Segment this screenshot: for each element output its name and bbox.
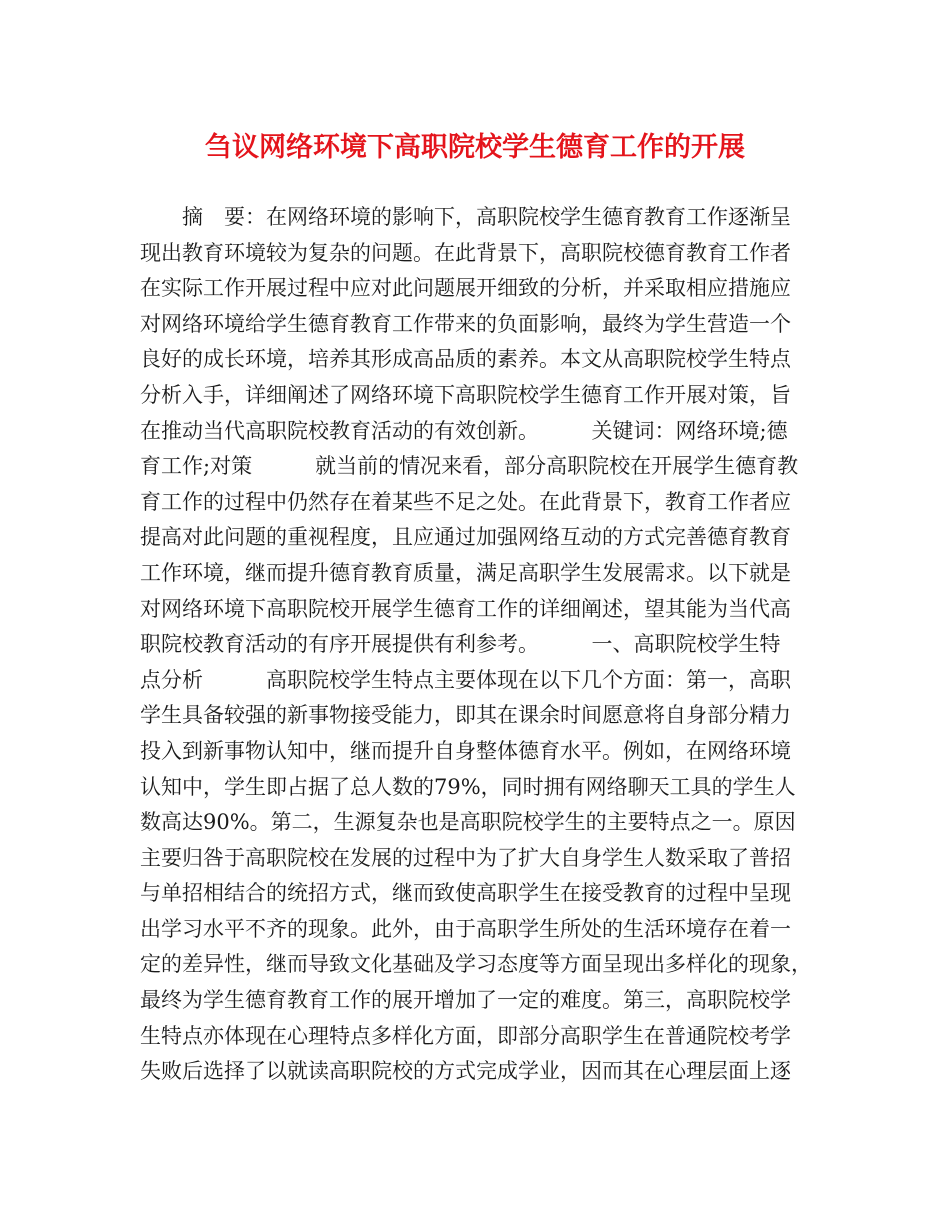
- body-line: 职院校教育活动的有序开展提供有利参考。 一、高职院校学生特: [140, 632, 781, 657]
- body-line: 生特点亦体现在心理特点多样化方面，即部分高职学生在普通院校考学: [140, 1023, 791, 1048]
- body-line: 认知中，学生即占据了总人数的79%，同时拥有网络聊天工具的学生人: [140, 774, 796, 799]
- page-title: 刍议网络环境下高职院校学生德育工作的开展: [205, 132, 745, 163]
- body-line: 现出教育环境较为复杂的问题。在此背景下，高职院校德育教育工作者: [140, 240, 791, 265]
- body-line: 良好的成长环境，培养其形成高品质的素养。本文从高职院校学生特点: [140, 347, 791, 372]
- body-line: 与单招相结合的统招方式，继而致使高职学生在接受教育的过程中呈现: [140, 881, 791, 906]
- body-line: 在推动当代高职院校教育活动的有效创新。 关键词：网络环境;德: [140, 418, 788, 443]
- body-line: 主要归咎于高职院校在发展的过程中为了扩大自身学生人数采取了普招: [140, 845, 791, 870]
- body-line: 摘 要：在网络环境的影响下，高职院校学生德育教育工作逐渐呈: [140, 205, 791, 229]
- body-line: 提高对此问题的重视程度，且应通过加强网络互动的方式完善德育教育: [140, 525, 791, 550]
- body-line: 失败后选择了以就读高职院校的方式完成学业，因而其在心理层面上逐: [140, 1059, 791, 1084]
- body-line: 出学习水平不齐的现象。此外，由于高职学生所处的生活环境存在着一: [140, 916, 791, 941]
- body-line: 学生具备较强的新事物接受能力，即其在课余时间愿意将自身部分精力: [140, 703, 791, 728]
- article-body: [140, 200, 830, 1090]
- body-line: 数高达90%。第二，生源复杂也是高职院校学生的主要特点之一。原因: [140, 810, 796, 835]
- body-line: 育工作的过程中仍然存在着某些不足之处。在此背景下，教育工作者应: [140, 489, 791, 514]
- body-line: 工作环境，继而提升德育教育质量，满足高职学生发展需求。以下就是: [140, 560, 791, 585]
- body-line: 育工作;对策 就当前的情况来看，部分高职院校在开展学生德育教: [140, 454, 799, 479]
- body-line: 在实际工作开展过程中应对此问题展开细致的分析，并采取相应措施应: [140, 276, 791, 301]
- body-line: 定的差异性，继而导致文化基础及学习态度等方面呈现出多样化的现象，: [140, 952, 812, 977]
- body-line: 对网络环境下高职院校开展学生德育工作的详细阐述，望其能为当代高: [140, 596, 791, 621]
- body-line: 对网络环境给学生德育教育工作带来的负面影响，最终为学生营造一个: [140, 311, 791, 336]
- body-line: 分析入手，详细阐述了网络环境下高职院校学生德育工作开展对策，旨: [140, 382, 791, 407]
- body-line: 点分析 高职院校学生特点主要体现在以下几个方面：第一，高职: [140, 667, 791, 692]
- body-line: 投入到新事物认知中，继而提升自身整体德育水平。例如，在网络环境: [140, 738, 791, 763]
- body-line: 最终为学生德育教育工作的展开增加了一定的难度。第三，高职院校学: [140, 988, 791, 1013]
